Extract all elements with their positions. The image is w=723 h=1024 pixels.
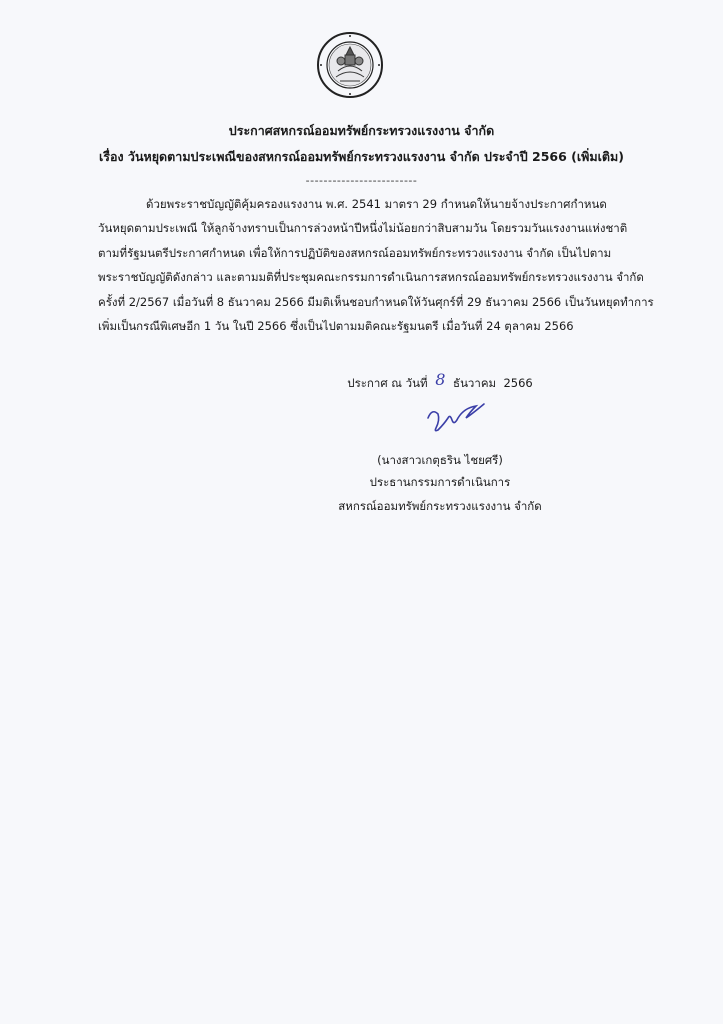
date-prefix: ประกาศ ณ วันที่	[347, 376, 428, 390]
announcement-subject: เรื่อง วันหยุดตามประเพณีของสหกรณ์ออมทรัพย์กระทรวงแรงงาน จำกัด ประจำปี 2566 (เพิ่มเติม)	[98, 149, 624, 164]
announcement-title: ประกาศสหกรณ์ออมทรัพย์กระทรวงแรงงาน จำกัด	[228, 123, 495, 138]
title-divider: -------------------------	[305, 174, 418, 187]
body-paragraph	[98, 192, 658, 338]
signatory-organization: สหกรณ์ออมทรัพย์กระทรวงแรงงาน จำกัด	[338, 499, 542, 513]
body-line: ครั้งที่ 2/2567 เมื่อวันที่ 8 ธันวาคม 2566 มีมติเห็นชอบกำหนดให้วันศุกร์ที่ 29 ธันวาคม 2566 เป็นวันหยุดทำการ	[98, 294, 654, 309]
announcement-date	[300, 372, 580, 393]
body-line: ด้วยพระราชบัญญัติคุ้มครองแรงงาน พ.ศ. 2541 มาตรา 29 กำหนดให้นายจ้างประกาศกำหนด	[146, 197, 607, 211]
body-line: ตามที่รัฐมนตรีประกาศกำหนด เพื่อให้การปฏิบัติของสหกรณ์ออมทรัพย์กระทรวงแรงงาน จำกัด เป็นไปตาม	[98, 245, 612, 260]
body-line: วันหยุดตามประเพณี ให้ลูกจ้างทราบเป็นการล่วงหน้าปีหนึ่งไม่น้อยกว่าสิบสามวัน โดยรวมวันแรงงานแห่งชาติ	[98, 221, 628, 236]
date-month: ธันวาคม	[453, 376, 497, 390]
date-year: 2566	[503, 376, 533, 390]
cooperative-seal-icon	[316, 31, 384, 99]
body-line: พระราชบัญญัติดังกล่าว และตามมติที่ประชุมคณะกรรมการดำเนินการสหกรณ์ออมทรัพย์กระทรวงแรงงาน จำกัด	[98, 270, 644, 285]
signature-image	[420, 400, 490, 436]
handwritten-day: 8	[435, 370, 446, 389]
signatory-position: ประธานกรรมการดำเนินการ	[369, 475, 511, 489]
body-line: เพิ่มเป็นกรณีพิเศษอีก 1 วัน ในปี 2566 ซึ่งเป็นไปตามมติคณะรัฐมนตรี เมื่อวันที่ 24 ตุลาคม 2566	[98, 318, 574, 333]
signatory-name: (นางสาวเกตุธริน ไชยศรี)	[377, 453, 503, 467]
